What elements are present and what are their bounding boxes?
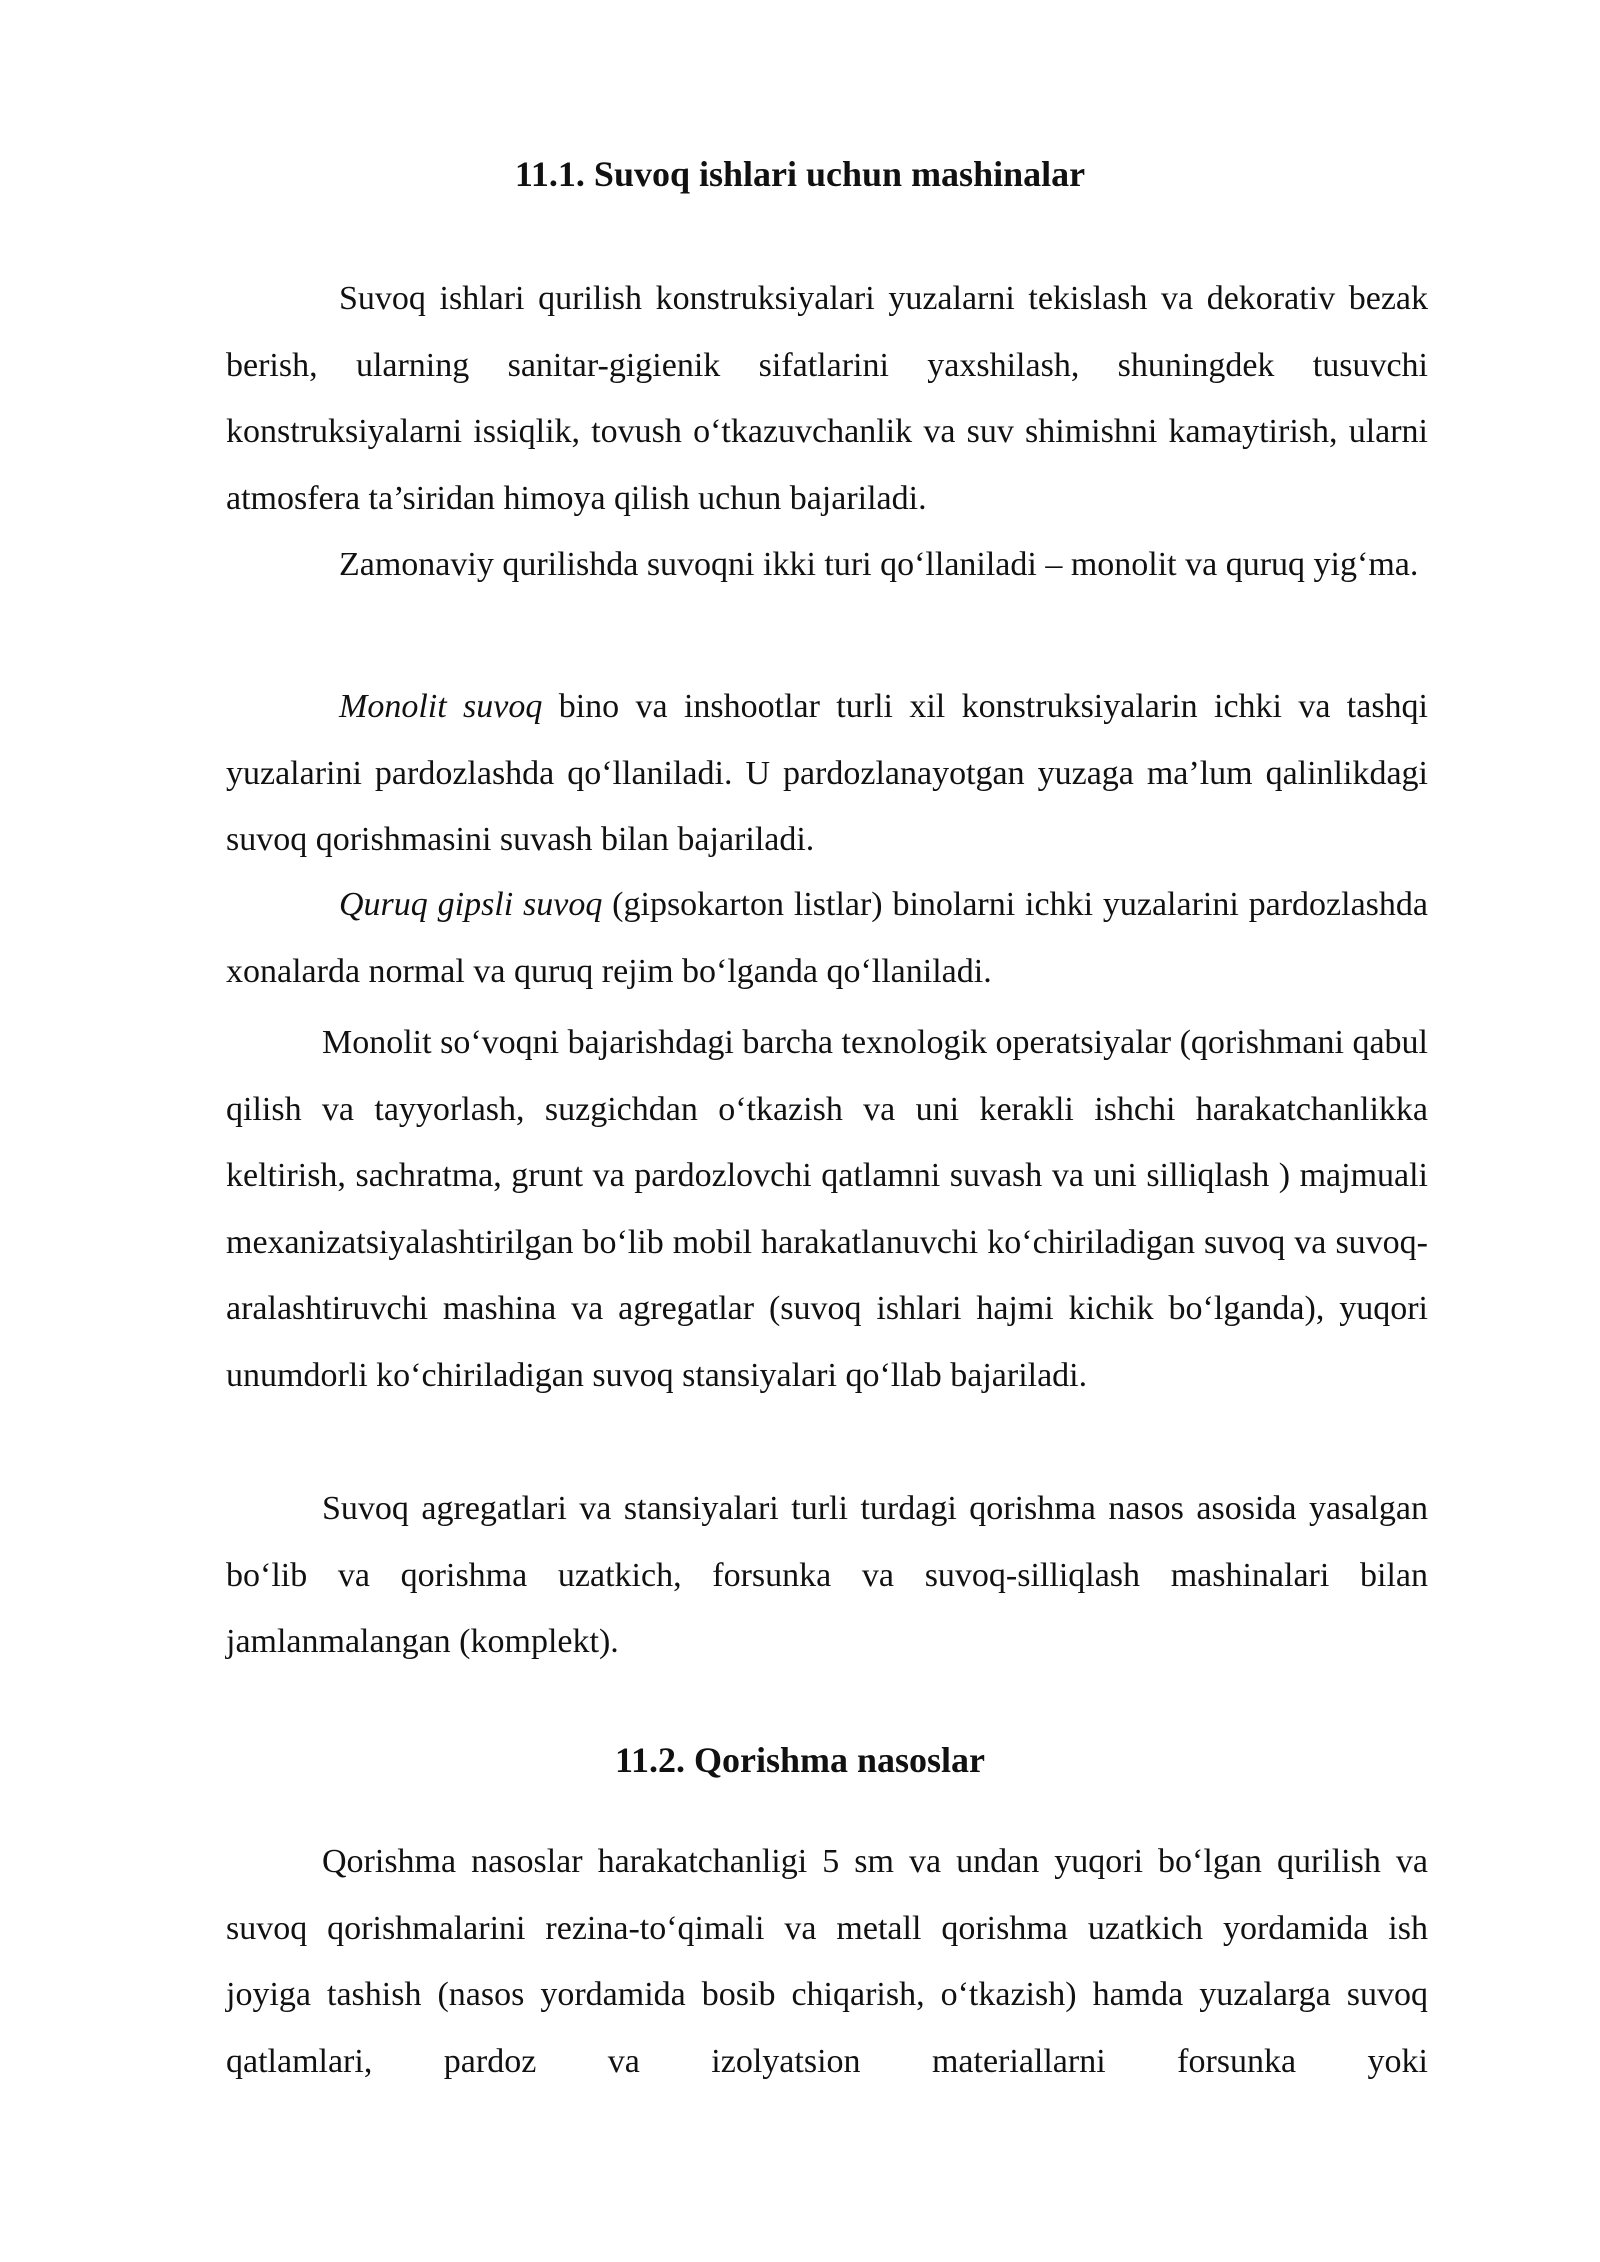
paragraph-quruq-text: (gipsokarton listlar) binolarni ichki yuzalarini pardozlashda xonalarda normal va quruq rejim bo‘lganda qo‘llaniladi.	[226, 886, 1428, 990]
paragraph-zamonaviy-text: Zamonaviy qurilishda suvoqni ikki turi qo‘llaniladi – monolit va quruq yig‘ma.	[339, 546, 1419, 583]
paragraph-qorishma-nasoslar: Qorishma nasoslar harakatchanligi 5 sm va undan yuqori bo‘lgan qurilish va suvoq qorishmalarini rezina-to‘qimali va metall qorishma uzatkich yordamida ish joyiga tashish (nasos yordamida bosib chiqarish, o‘tkazish) hamda yuzalarga suvoq qatlamlari, pardoz va izolyatsion materiallarni forsunka yoki	[226, 1843, 1428, 2080]
paragraph-suvoq-ishlari: Suvoq ishlari qurilish konstruksiyalari yuzalarni tekislash va dekorativ bezak berish, ularning sanitar-gigienik sifatlarini yaxshilash, shuningdek tusuvchi konstruksiyalarni issiqlik, tovush o‘tkazuvchanlik va suv shimishni kamaytirish, ularni atmosfera ta’siridan himoya qilish uchun bajariladi.	[226, 280, 1428, 517]
paragraph-monolit-texnologik: Monolit so‘voqni bajarishdagi barcha texnologik operatsiyalar (qorishmani qabul qilish va tayyorlash, suzgichdan o‘tkazish va uni kerakli ishchi harakatchanlikka keltirish, sachratma, grunt va pardozlovchi qatlamni suvash va uni silliqlash ) majmuali mexanizatsiyalashtirilgan bo‘lib mobil harakatlanuvchi ko‘chiriladigan suvoq va suvoq-aralashtiruvchi mashina va agregatlar (suvoq ishlari hajmi kichik bo‘lganda), yuqori unumdorli ko‘chiriladigan suvoq stansiyalari qo‘llab bajariladi.	[226, 1024, 1428, 1394]
paragraph-zamonaviy-qurilish	[226, 532, 1428, 599]
term-monolit-suvoq: Monolit suvoq	[339, 688, 543, 725]
paragraph-quruq-gipsli-suvoq	[226, 872, 1428, 1005]
term-quruq-gipsli-suvoq: Quruq gipsli suvoq	[339, 886, 603, 923]
paragraph-monolit-suvoq	[226, 674, 1428, 874]
paragraph-suvoq-agregatlari: Suvoq agregatlari va stansiyalari turli turdagi qorishma nasos asosida yasalgan bo‘lib va qorishma uzatkich, forsunka va suvoq-silliqlash mashinalari bilan jamlanmalangan (komplekt).	[226, 1490, 1428, 1660]
paragraph-monolit-text: bino va inshootlar turli xil konstruksiyalarin ichki va tashqi yuzalarini pardozlashda qo‘llaniladi. U pardozlanayotgan yuzaga ma’lum qalinlikdagi suvoq qorishmasini suvash bilan bajariladi.	[226, 688, 1429, 858]
section-heading-11-2: 11.2. Qorishma nasoslar	[614, 1740, 986, 1780]
section-heading-11-1: 11.1. Suvoq ishlari uchun mashinalar	[514, 154, 1086, 194]
